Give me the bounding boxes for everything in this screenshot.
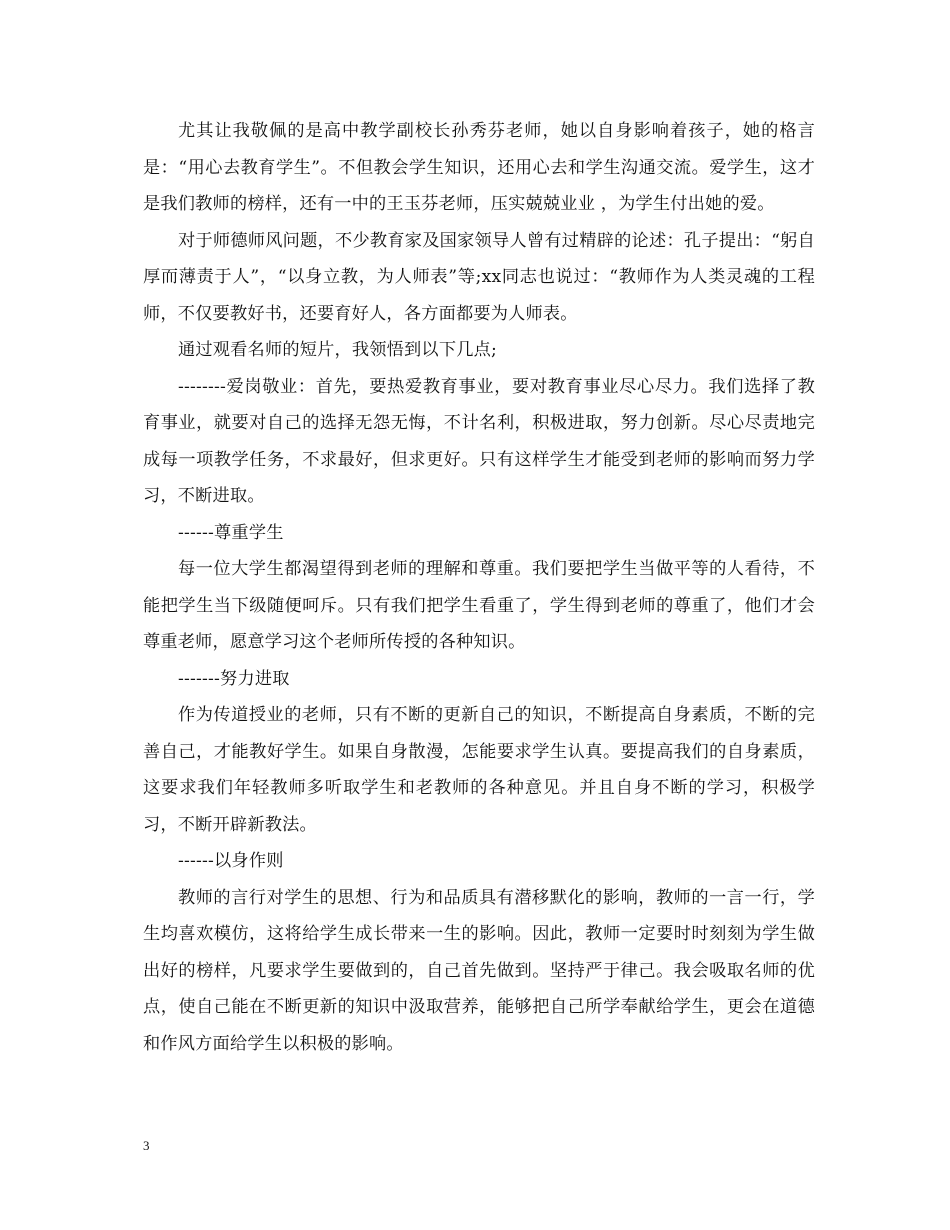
paragraph: 每一位大学生都渴望得到老师的理解和尊重。我们要把学生当做平等的人看待，不能把学生当下级随便呵斥。只有我们把学生看重了，学生得到老师的尊重了，他们才会尊重老师，愿意学习这个老师所传授的各种知识。 [143, 559, 815, 652]
paragraph: 对于师德师风问题，不少教育家及国家领导人曾有过精辟的论述：孔子提出：“躬自厚而薄责于人”，“以身立教，为人师表”等;xx同志也说过：“教师作为人类灵魂的工程师，不仅要教好书，还要育好人，各方面都要为人师表。 [143, 230, 815, 324]
section-heading: -------努力进取 [178, 668, 290, 689]
section-heading: ------以身作则 [178, 851, 284, 871]
document-body [143, 113, 815, 1062]
page-number: 3 [143, 1138, 150, 1153]
paragraph: 通过观看名师的短片，我领悟到以下几点; [178, 340, 497, 360]
paragraph: 作为传道授业的老师，只有不断的更新自己的知识，不断提高自身素质，不断的完善自己，才能教好学生。如果自身散漫，怎能要求学生认真。要提高我们的自身素质，这要求我们年轻教师多听取学生和老教师的各种意见。并且自身不断的学习，积极学习，不断开辟新教法。 [143, 705, 815, 835]
paragraph: 教师的言行对学生的思想、行为和品质具有潜移默化的影响，教师的一言一行，学生均喜欢模仿，这将给学生成长带来一生的影响。因此，教师一定要时时刻刻为学生做出好的榜样，凡要求学生要做到的，自己首先做到。坚持严于律己。我会吸取名师的优点，使自己能在不断更新的知识中汲取营养，能够把自己所学奉献给学生，更会在道德和作风方面给学生以积极的影响。 [143, 887, 815, 1054]
section-heading: ------尊重学生 [178, 522, 284, 543]
paragraph: --------爱岗敬业：首先，要热爱教育事业，要对教育事业尽心尽力。我们选择了教育事业，就要对自己的选择无怨无悔，不计名利，积极进取，努力创新。尽心尽责地完成每一项教学任务，不求最好，但求更好。只有这样学生才能受到老师的影响而努力学习，不断进取。 [143, 376, 815, 506]
paragraph: 尤其让我敬佩的是高中教学副校长孙秀芬老师，她以自身影响着孩子，她的格言是：“用心去教育学生”。不但教会学生知识，还用心去和学生沟通交流。爱学生，这才是我们教师的榜样，还有一中的王玉芬老师，压实兢兢业业 ，为学生付出她的爱。 [143, 121, 815, 214]
